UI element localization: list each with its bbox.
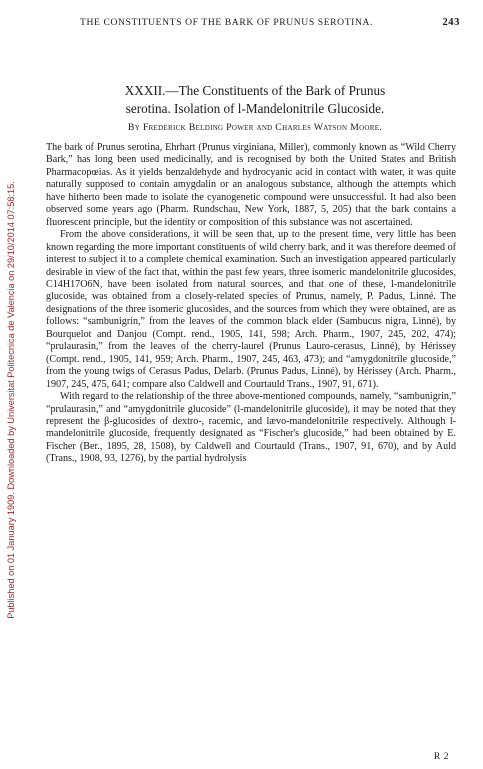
page-number: 243 xyxy=(442,17,460,28)
article-title-line-2: serotina. Isolation of l-Mandelonitrile Glucoside. xyxy=(125,101,385,116)
paragraph-2: From the above considerations, it will be seen that, up to the present time, very little has been known regarding the more important constituents of wild cherry bark, and it was therefore deemed of interest to subject it to a complete chemical examination. Such an investigation appeared particularly desirable in view of the fact that, within the past few years, three isomeric mandelonitrile glucosides, C14H17O6N, have been isolated from natural sources, and that one of these, l-mandelonitrile glucoside, was obtained from a closely-related species of Prunus, namely, P. Padus, Linné. The designations of the three isomeric glucosides, and the sources from which they were obtained, are as follows: “sambunigrin,” from the leaves of the common black elder (Sambucus nigra, Linné), by Bourquelot and Danjou (Compt. rend., 1905, 141, 598; Arch. Pharm., 1907, 245, 202, 474); “prulaurasin,” from the leaves of the cherry-laurel (Prunus Lauro-cerasus, Linné), by Hérissey (Compt. rend., 1905, 141, 959; Arch. Pharm., 1907, 245, 463, 473); and “amygdonitrile glucoside,” from the young twigs of Cerasus Padus, Delarb. (Prunus Padus, Linné), by Hérissey (Arch. Pharm., 1907, 245, 475, 641; compare also Caldwell and Courtauld Trans., 1907, 91, 671). xyxy=(46,229,456,390)
download-watermark xyxy=(3,40,19,760)
paragraph-1: The bark of Prunus serotina, Ehrhart (Prunus virginiana, Miller), commonly known as “Wild Cherry Bark,” has long been used medicinally, and is recognised by both the United States and British Pharmacopœias. As it yields benzaldehyde and hydrocyanic acid in contact with water, it was quite naturally supposed to contain amygdalin or an analogous substance, although the attempts which have hitherto been made to isolate the cyanogenetic compound were unsuccessful. It had also been observed some years ago (Pharm. Rundschau, New York, 1887, 5, 205) that the bark contains a fluorescent principle, but the identity or composition of this substance was not ascertained. xyxy=(46,142,456,228)
article-body xyxy=(46,142,456,466)
download-note: Published on 01 January 1909. Downloaded by Universitat Politecnica de Valencia on 29/10/2014 07:58:15. xyxy=(6,181,16,619)
signature-mark: R 2 xyxy=(433,751,449,762)
article-title-line-1: XXXII.—The Constituents of the Bark of Prunus xyxy=(124,83,386,98)
author-byline: By Frederick Belding Power and Charles Watson Moore. xyxy=(127,122,383,133)
running-title: THE CONSTITUENTS OF THE BARK OF PRUNUS SEROTINA. xyxy=(80,17,374,28)
paragraph-3: With regard to the relationship of the three above-mentioned compounds, namely, “sambunigrin,” “prulaurasin,” and “amygdonitrile glucoside” (l-mandelonitrile glucoside), it may be noted that they represent the β-glucosides of dextro-, racemic, and lævo-mandelonitrile respectively. Although l-mandelonitrile glucoside, frequently designated as “Fischer's glucoside,” had been obtained by E. Fischer (Ber., 1895, 28, 1508), by Caldwell and Courtauld (Trans., 1907, 91, 670), and by Auld (Trans., 1908, 93, 1276), by the partial hydrolysis xyxy=(46,391,456,465)
article-title xyxy=(70,82,440,118)
